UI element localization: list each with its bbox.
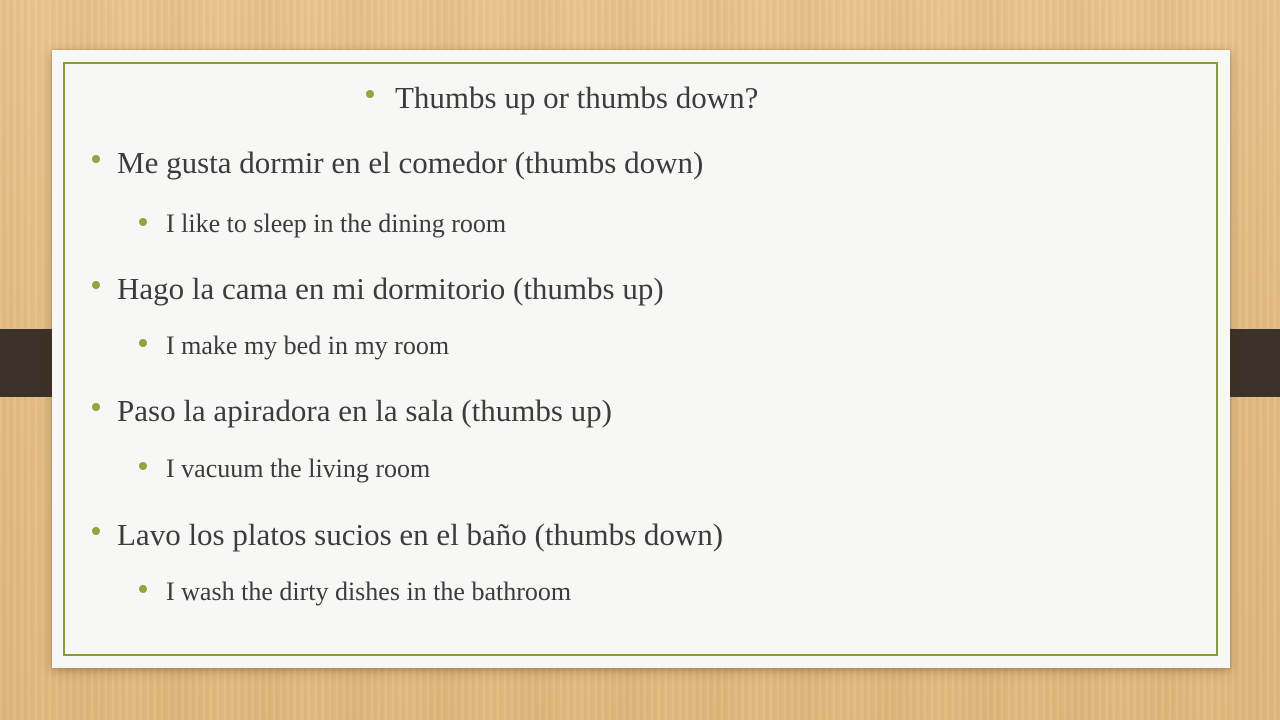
sub-item-4: I wash the dirty dishes in the bathroom <box>166 577 572 606</box>
bullet-icon <box>92 403 100 411</box>
slide-title: Thumbs up or thumbs down? <box>395 80 759 115</box>
bullet-icon <box>92 155 100 163</box>
bullet-icon <box>139 339 147 347</box>
bullet-item-1: Me gusta dormir en el comedor (thumbs down) <box>117 145 704 180</box>
bullet-icon <box>139 462 147 470</box>
sub-item-2: I make my bed in my room <box>166 331 450 360</box>
bullet-icon <box>139 218 147 226</box>
sub-item-1: I like to sleep in the dining room <box>166 209 507 238</box>
sub-item-3: I vacuum the living room <box>166 454 431 483</box>
bullet-icon <box>92 281 100 289</box>
bullet-icon <box>366 90 374 98</box>
bullet-icon <box>92 527 100 535</box>
bullet-item-2: Hago la cama en mi dormitorio (thumbs up) <box>117 271 664 306</box>
bullet-item-3: Paso la apiradora en la sala (thumbs up) <box>117 393 612 428</box>
bullet-item-4: Lavo los platos sucios en el baño (thumbs down) <box>117 517 724 552</box>
bullet-icon <box>139 585 147 593</box>
